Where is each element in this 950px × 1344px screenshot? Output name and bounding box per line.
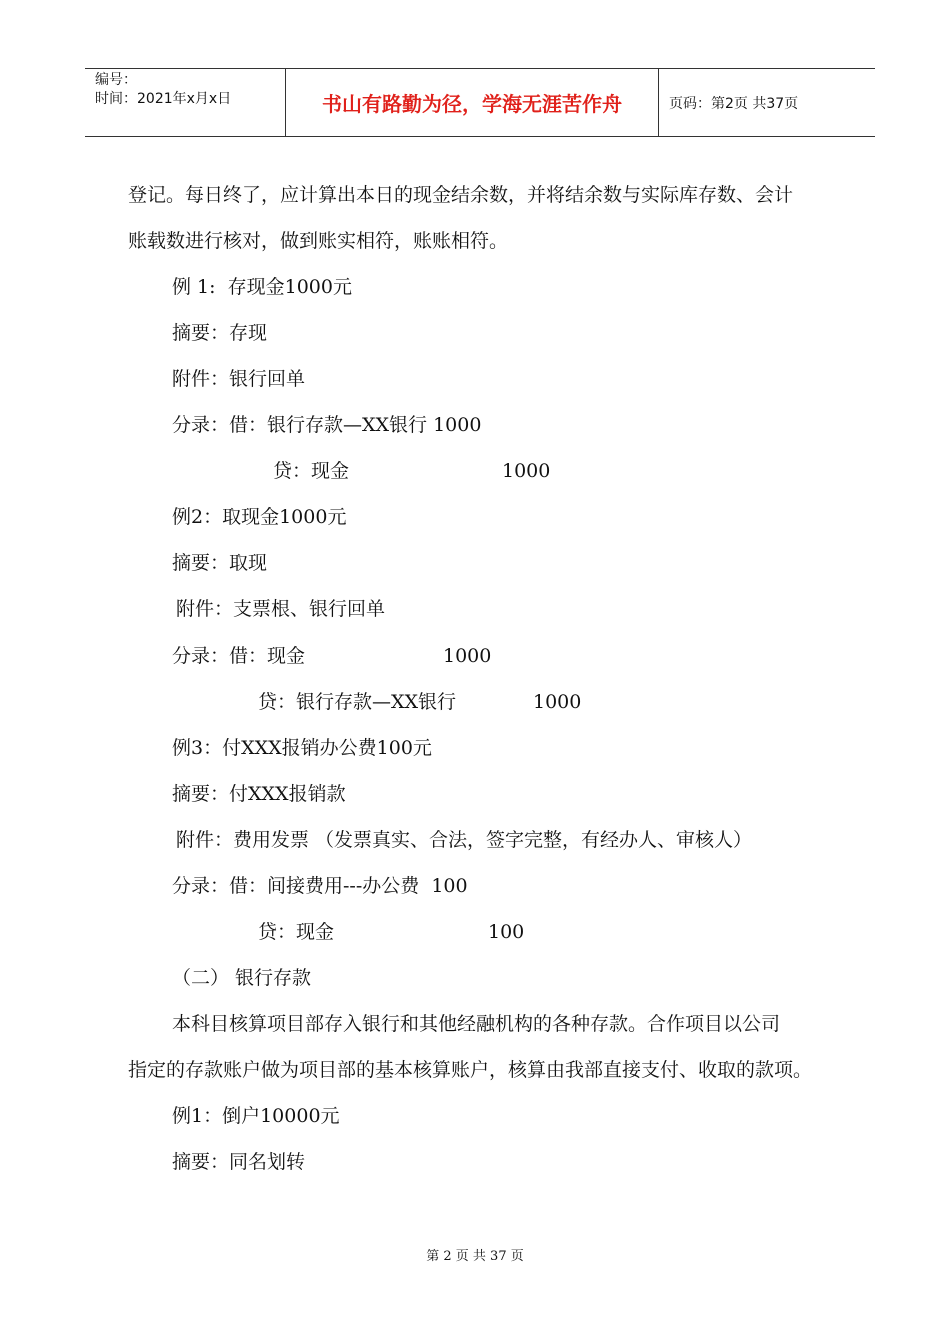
entry-debit-line: 分录：借：现金 (172, 645, 306, 667)
entry-credit-line: 贷：现金 (273, 460, 350, 482)
entry-debit-amount: 1000 (443, 645, 492, 667)
paragraph-line: 账载数进行核对，做到账实相符，账账相符。 (128, 230, 509, 252)
page-header (85, 68, 875, 137)
section-heading: （二） 银行存款 (172, 967, 312, 989)
entry-credit-amount: 1000 (502, 460, 551, 482)
paragraph-line: 指定的存款账户做为项目部的基本核算账户，核算由我部直接支付、收取的款项。 (128, 1059, 813, 1081)
attachment-line: 附件：支票根、银行回单 (176, 598, 386, 620)
paragraph-line: 登记。每日终了，应计算出本日的现金结余数，并将结余数与实际库存数、会计 (128, 184, 794, 206)
entry-debit-line: 分录：借：银行存款—XX银行 1000 (172, 414, 482, 436)
summary-line: 摘要：取现 (172, 552, 268, 574)
attachment-line: 附件：费用发票 （发票真实、合法，签字完整，有经办人、审核人） (176, 829, 753, 851)
header-meta (85, 69, 286, 136)
serial-number: 编号： (95, 72, 137, 88)
example-heading: 例1：倒户10000元 (172, 1105, 340, 1127)
paragraph-line: 本科目核算项目部存入银行和其他经融机构的各种存款。合作项目以公司 (172, 1013, 781, 1035)
summary-line: 摘要：存现 (172, 322, 268, 344)
attachment-line: 附件：银行回单 (172, 368, 306, 390)
summary-line: 摘要：付XXX报销款 (172, 783, 346, 805)
page-footer: 第 2 页 共 37 页 (426, 1249, 524, 1264)
header-date: 时间：2021年x月x日 (95, 91, 232, 107)
entry-credit-line: 贷：银行存款—XX银行 (258, 691, 457, 713)
example-heading: 例2：取现金1000元 (172, 506, 347, 528)
example-heading: 例3：付XXX报销办公费100元 (172, 737, 432, 759)
entry-credit-line: 贷：现金 (258, 921, 335, 943)
summary-line: 摘要：同名划转 (172, 1151, 306, 1173)
entry-credit-amount: 100 (488, 921, 525, 943)
example-heading: 例 1: 存现金1000元 (172, 276, 352, 298)
entry-credit-amount: 1000 (533, 691, 582, 713)
entry-debit-line: 分录：借：间接费用---办公费 100 (172, 875, 468, 897)
header-page-info: 页码：第2页 共37页 (669, 95, 799, 112)
header-motto: 书山有路勤为径，学海无涯苦作舟 (286, 69, 659, 136)
